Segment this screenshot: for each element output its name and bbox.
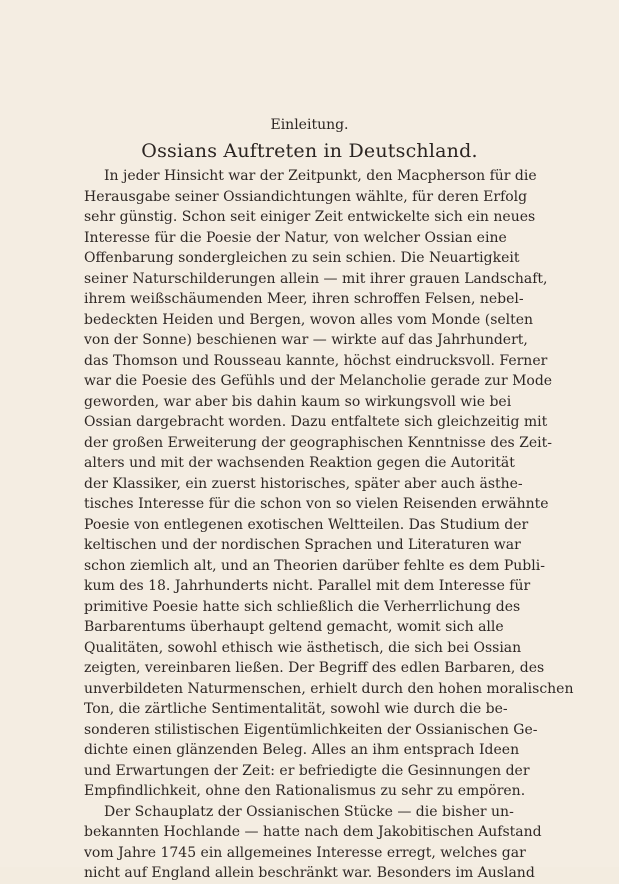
text-line: Herausgabe seiner Ossiandichtungen wählte, für deren Erfolg [84, 188, 528, 205]
text-line: Empfindlichkeit, ohne den Rationalismus zu sehr zu empören. [84, 783, 526, 799]
text-line: von der Sonne) beschienen war — wirkte auf das Jahrhundert, [84, 332, 528, 348]
text-line: alters und mit der wachsenden Reaktion gegen die Autorität [84, 455, 515, 471]
text-line: sonderen stilistischen Eigentümlichkeiten der Ossianischen Ge- [84, 721, 538, 738]
text-line: Ton, die zärtliche Sentimentalität, sowohl wie durch die be- [84, 701, 508, 717]
text-line: keltischen und der nordischen Sprachen und Literaturen war [84, 537, 521, 553]
text-line: war die Poesie des Gefühls und der Melancholie gerade zur Mode [84, 373, 553, 389]
chapter-label: Einleitung. [270, 117, 349, 133]
text-line: tisches Interesse für die schon von so vielen Reisenden erwähnte [84, 496, 549, 512]
paragraph-2 [84, 802, 542, 884]
body-text [84, 166, 574, 884]
text-line: Offenbarung sondergleichen zu sein schien. Die Neuartigkeit [84, 250, 520, 266]
text-line: bedeckten Heiden und Bergen, wovon alles vom Monde (selten [84, 311, 534, 328]
text-line: das Thomson und Rousseau kannte, höchst eindrucksvoll. Ferner [84, 352, 548, 369]
text-line: Qualitäten, sowohl ethisch wie ästhetisch, die sich bei Ossian [84, 639, 522, 656]
paragraph-1 [84, 166, 574, 802]
text-line: In jeder Hinsicht war der Zeitpunkt, den Macpherson für die [104, 168, 537, 184]
text-line: Poesie von entlegenen exotischen Weltteilen. Das Studium der [84, 516, 529, 533]
text-line: geworden, war aber bis dahin kaum so wirkungsvoll wie bei [84, 393, 512, 410]
text-line: Der Schauplatz der Ossianischen Stücke — die bisher un- [104, 803, 514, 820]
text-line: kum des 18. Jahrhunderts nicht. Parallel mit dem Interesse für [84, 578, 531, 594]
text-line: nicht auf England allein beschränkt war. Besonders im Ausland [84, 865, 535, 881]
text-line: sehr günstig. Schon seit einiger Zeit entwickelte sich ein neues [84, 209, 536, 225]
text-line: Ossian dargebracht worden. Dazu entfaltete sich gleichzeitig mit [84, 414, 548, 430]
text-line: Barbarentums überhaupt geltend gemacht, womit sich alle [84, 619, 504, 635]
text-line: der Klassiker, ein zuerst historisches, später aber auch ästhe- [84, 475, 523, 492]
text-line: zeigten, vereinbaren ließen. Der Begriff des edlen Barbaren, des [84, 660, 545, 676]
chapter-title: Ossians Auftreten in Deutschland. [141, 140, 478, 162]
text-line: vom Jahre 1745 ein allgemeines Interesse erregt, welches gar [84, 844, 526, 861]
text-line: dichte einen glänzenden Beleg. Alles an ihm entsprach Ideen [84, 742, 520, 758]
text-line: ihrem weißschäumenden Meer, ihren schroffen Felsen, nebel- [84, 291, 524, 307]
text-line: schon ziemlich alt, und an Theorien darüber fehlte es dem Publi- [84, 557, 545, 574]
text-line: Interesse für die Poesie der Natur, von welcher Ossian eine [84, 229, 507, 246]
text-line: primitive Poesie hatte sich schließlich die Verherrlichung des [84, 598, 521, 615]
text-line: der großen Erweiterung der geographischen Kenntnisse des Zeit- [84, 434, 552, 451]
text-line: unverbildeten Naturmenschen, erhielt durch den hohen moralischen [84, 680, 574, 697]
text-line: bekannten Hochlande — hatte nach dem Jakobitischen Aufstand [84, 824, 542, 840]
text-line: seiner Naturschilderungen allein — mit ihrer grauen Landschaft, [84, 270, 548, 287]
text-line: und Erwartungen der Zeit: er befriedigte die Gesinnungen der [84, 762, 530, 779]
